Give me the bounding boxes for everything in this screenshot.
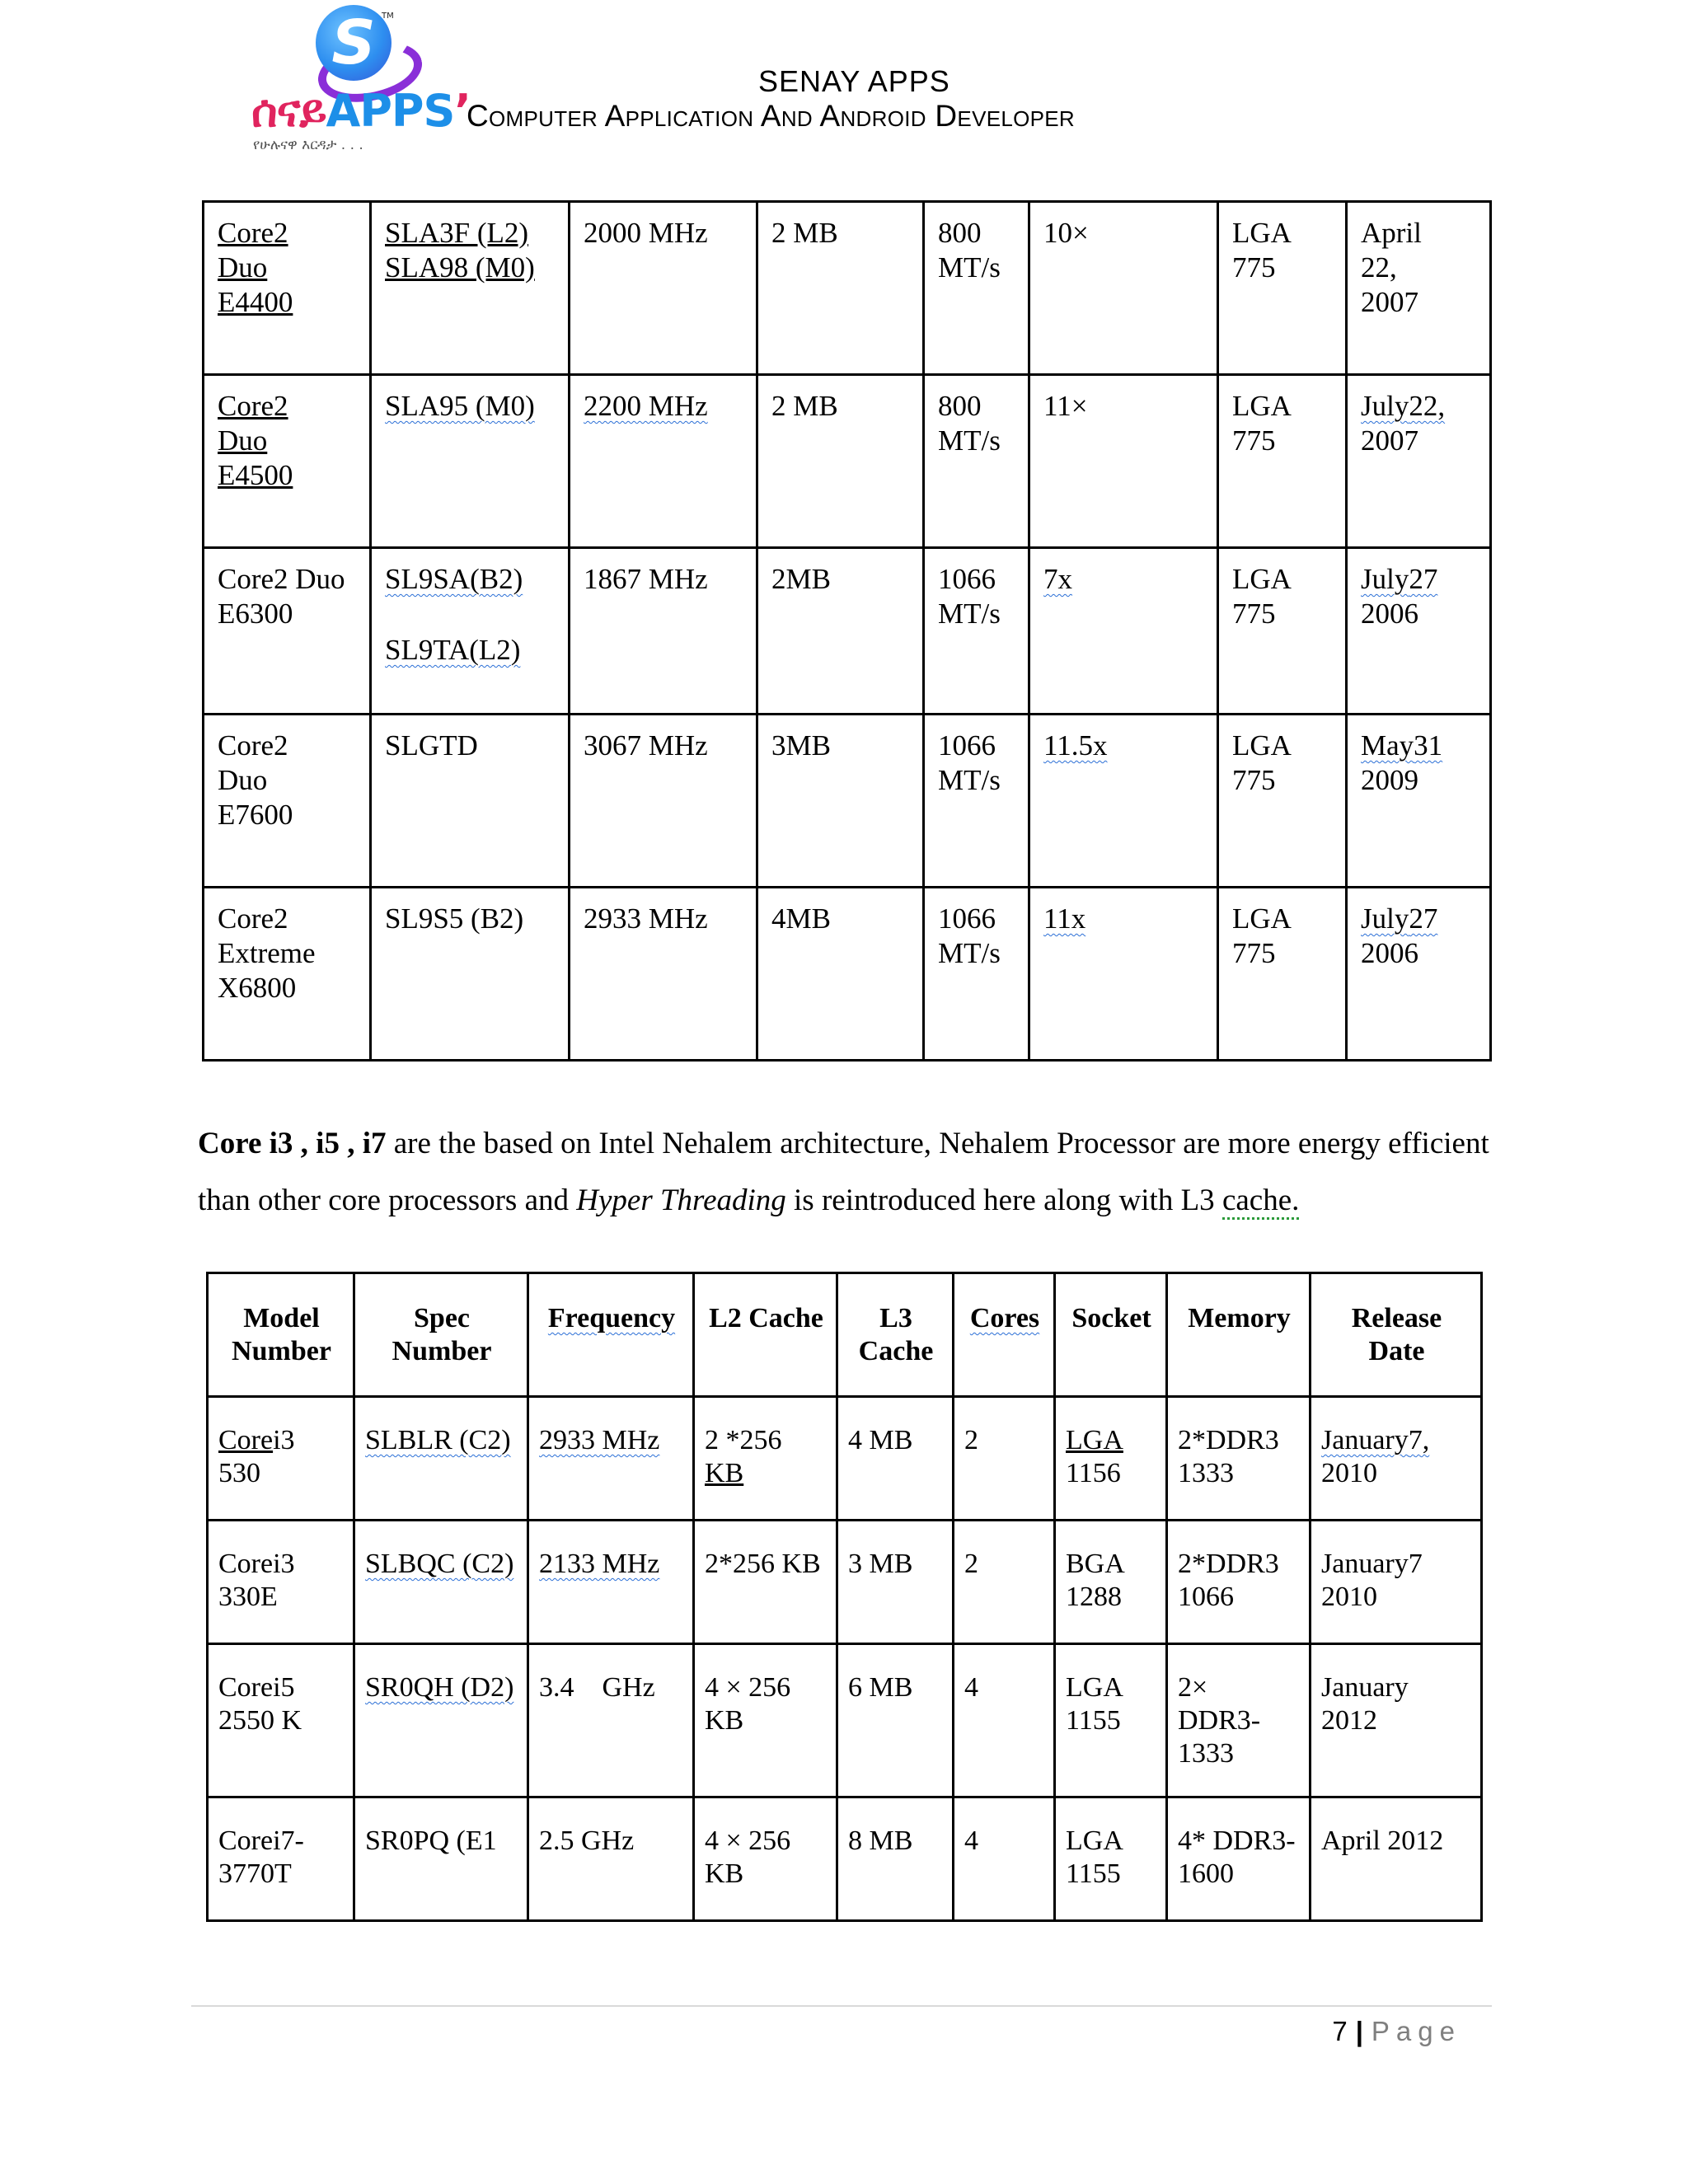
- brand-title: SENAY APPS: [758, 64, 950, 98]
- l2-cache-cell: 4 × 256 KB: [694, 1797, 837, 1921]
- frequency-cell: 2.5 GHz: [528, 1797, 694, 1921]
- multiplier-cell: 11x: [1029, 888, 1218, 1061]
- footer-separator: |: [1355, 2016, 1363, 2046]
- spec-cell: SLA95 (M0): [371, 375, 570, 548]
- release-date-cell: July27 2006: [1347, 548, 1491, 715]
- memory-cell: 2× DDR3- 1333: [1167, 1644, 1311, 1797]
- bus-cell: 800 MT/s: [924, 375, 1029, 548]
- logo-tagline: የሁሉናዋ እርዳታ . . .: [253, 137, 363, 153]
- senay-apps-logo: [251, 0, 471, 157]
- socket-cell: LGA 775: [1218, 202, 1347, 375]
- multiplier-cell: 10×: [1029, 202, 1218, 375]
- l2-cache-cell: 2*256 KB: [694, 1521, 837, 1644]
- table-row: [204, 548, 1491, 715]
- model-cell: Corei3 530: [208, 1397, 354, 1521]
- socket-cell: BGA 1288: [1055, 1521, 1167, 1644]
- release-date-cell: July27 2006: [1347, 888, 1491, 1061]
- bus-cell: 1066 MT/s: [924, 715, 1029, 888]
- logo-word-apostrophe: ’: [454, 85, 471, 137]
- paragraph-last-word: cache.: [1222, 1184, 1299, 1220]
- spec-cell: SR0PQ (E1: [354, 1797, 528, 1921]
- nehalem-processor-table: [206, 1272, 1483, 1922]
- release-date-cell: January7 2010: [1311, 1521, 1482, 1644]
- table-row: [208, 1397, 1482, 1521]
- frequency-cell: 3067 MHz: [570, 715, 757, 888]
- frequency-cell: 2000 MHz: [570, 202, 757, 375]
- table-row: [208, 1797, 1482, 1921]
- header-l2-cache: L2 Cache: [694, 1273, 837, 1397]
- spec-cell: SLA3F (L2) SLA98 (M0): [371, 202, 570, 375]
- l3-cache-cell: 8 MB: [837, 1797, 954, 1921]
- release-date-cell: January 2012: [1311, 1644, 1482, 1797]
- l2-cache-cell: 4 × 256 KB: [694, 1644, 837, 1797]
- frequency-cell: 2133 MHz: [528, 1521, 694, 1644]
- cores-cell: 2: [954, 1521, 1055, 1644]
- core2-processor-table: [202, 200, 1492, 1062]
- frequency-cell: 2933 MHz: [570, 888, 757, 1061]
- page-label: Page: [1371, 2016, 1461, 2046]
- model-cell: Corei7- 3770T: [208, 1797, 354, 1921]
- frequency-cell: 3.4 GHz: [528, 1644, 694, 1797]
- cores-cell: 4: [954, 1644, 1055, 1797]
- socket-cell: LGA 775: [1218, 375, 1347, 548]
- release-date-cell: July22, 2007: [1347, 375, 1491, 548]
- cores-cell: 4: [954, 1797, 1055, 1921]
- socket-cell: LGA 1155: [1055, 1644, 1167, 1797]
- spec-cell: SR0QH (D2): [354, 1644, 528, 1797]
- cache-cell: 2MB: [757, 548, 924, 715]
- table-row: [208, 1644, 1482, 1797]
- table-row: [204, 888, 1491, 1061]
- paragraph-italic: Hyper Threading: [576, 1183, 786, 1217]
- cache-cell: 2 MB: [757, 375, 924, 548]
- multiplier-cell: 11×: [1029, 375, 1218, 548]
- frequency-cell: 2933 MHz: [528, 1397, 694, 1521]
- memory-cell: 2*DDR3 1333: [1167, 1397, 1311, 1521]
- cache-cell: 3MB: [757, 715, 924, 888]
- model-cell: Corei3 330E: [208, 1521, 354, 1644]
- table-row: [208, 1521, 1482, 1644]
- model-cell: Core2 Duo E4500: [204, 375, 371, 548]
- spec-cell: SLBQC (C2): [354, 1521, 528, 1644]
- header-spec-number: Spec Number: [354, 1273, 528, 1397]
- memory-cell: 2*DDR3 1066: [1167, 1521, 1311, 1644]
- cores-cell: 2: [954, 1397, 1055, 1521]
- model-cell: Core2 Extreme X6800: [204, 888, 371, 1061]
- memory-cell: 4* DDR3- 1600: [1167, 1797, 1311, 1921]
- header-model-number: Model Number: [208, 1273, 354, 1397]
- paragraph-bold-lead: Core i3 , i5 , i7: [198, 1127, 387, 1160]
- spec-cell: SLGTD: [371, 715, 570, 888]
- release-date-cell: April 2012: [1311, 1797, 1482, 1921]
- header-cores: Cores: [954, 1273, 1055, 1397]
- paragraph-text-2: is reintroduced here along with L3: [785, 1183, 1222, 1217]
- header-release-date: Release Date: [1311, 1273, 1482, 1397]
- header-memory: Memory: [1167, 1273, 1311, 1397]
- bus-cell: 800 MT/s: [924, 202, 1029, 375]
- spec-cell: SL9SA(B2) SL9TA(L2): [371, 548, 570, 715]
- release-date-cell: May31 2009: [1347, 715, 1491, 888]
- socket-cell: LGA 775: [1218, 715, 1347, 888]
- model-cell: Core2 Duo E7600: [204, 715, 371, 888]
- logo-s-mark: S: [316, 5, 392, 81]
- brand-subtitle: Computer Application And Android Developer: [467, 99, 1076, 133]
- spec-cell: SL9S5 (B2): [371, 888, 570, 1061]
- release-date-cell: January7, 2010: [1311, 1397, 1482, 1521]
- model-cell: Core2 Duo E6300: [204, 548, 371, 715]
- table-row: [204, 715, 1491, 888]
- page-header: [0, 0, 1688, 165]
- l3-cache-cell: 4 MB: [837, 1397, 954, 1521]
- l2-cache-cell: 2 *256 KB: [694, 1397, 837, 1521]
- page-footer: [1332, 2016, 1461, 2047]
- socket-cell: LGA 775: [1218, 888, 1347, 1061]
- logo-trademark: TM: [382, 12, 394, 21]
- model-cell: Core2 Duo E4400: [204, 202, 371, 375]
- multiplier-cell: 7x: [1029, 548, 1218, 715]
- header-socket: Socket: [1055, 1273, 1167, 1397]
- socket-cell: LGA 1156: [1055, 1397, 1167, 1521]
- frequency-cell: 2200 MHz: [570, 375, 757, 548]
- bus-cell: 1066 MT/s: [924, 888, 1029, 1061]
- cache-cell: 2 MB: [757, 202, 924, 375]
- logo-wordmark: [251, 86, 471, 137]
- table-header-row: [208, 1273, 1482, 1397]
- release-date-cell: April 22, 2007: [1347, 202, 1491, 375]
- spec-cell: SLBLR (C2): [354, 1397, 528, 1521]
- logo-word-amharic: ሰናይ: [251, 85, 326, 137]
- header-l3-cache: L3 Cache: [837, 1273, 954, 1397]
- socket-cell: LGA 775: [1218, 548, 1347, 715]
- logo-word-apps: APPS: [326, 85, 455, 137]
- model-cell: Corei5 2550 K: [208, 1644, 354, 1797]
- multiplier-cell: 11.5x: [1029, 715, 1218, 888]
- nehalem-paragraph: [198, 1115, 1492, 1229]
- frequency-cell: 1867 MHz: [570, 548, 757, 715]
- l3-cache-cell: 6 MB: [837, 1644, 954, 1797]
- l3-cache-cell: 3 MB: [837, 1521, 954, 1644]
- cache-cell: 4MB: [757, 888, 924, 1061]
- socket-cell: LGA 1155: [1055, 1797, 1167, 1921]
- header-frequency: Frequency: [528, 1273, 694, 1397]
- paragraph-text-1: are the based on Intel Nehalem architecture, Nehalem Processor are more energy efficient than other core processors and: [198, 1127, 1489, 1217]
- table-row: [204, 202, 1491, 375]
- footer-divider: [191, 2005, 1492, 2007]
- table-row: [204, 375, 1491, 548]
- page-number: 7: [1332, 2016, 1348, 2046]
- bus-cell: 1066 MT/s: [924, 548, 1029, 715]
